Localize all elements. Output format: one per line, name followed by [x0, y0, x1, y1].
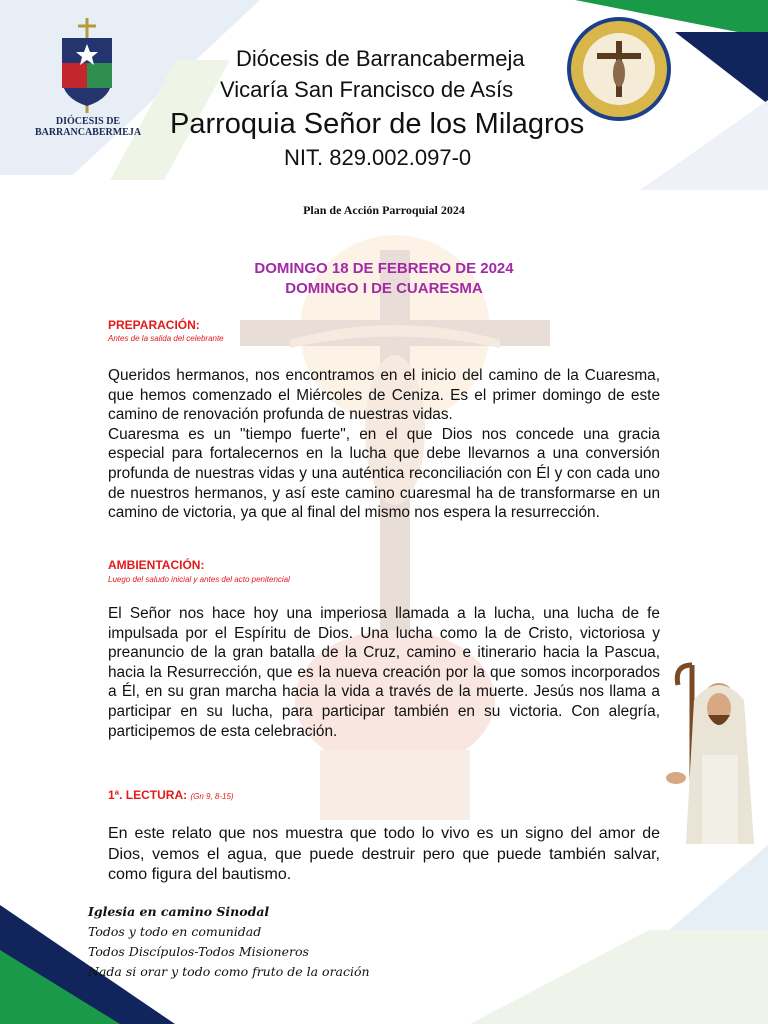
footer-line: Todos Discípulos-Todos Misioneros	[88, 944, 309, 959]
lectura-label: 1ª. LECTURA:	[108, 788, 188, 802]
lectura-reference: (Gn 9, 8-15)	[190, 792, 234, 801]
logo-caption-line: BARRANCABERMEJA	[34, 127, 142, 138]
footer-line: Iglesia en camino Sinodal	[88, 904, 270, 919]
plan-title: Plan de Acción Parroquial 2024	[303, 203, 465, 217]
jesus-shepherd-image	[664, 660, 760, 844]
corner-decoration	[675, 32, 768, 104]
vicaria-name: Vicaría San Francisco de Asís	[220, 77, 514, 102]
section-label-ambientacion: AMBIENTACIÓN:	[108, 558, 205, 572]
footer-line: Todos y todo en comunidad	[88, 924, 262, 939]
parish-seal	[565, 15, 673, 123]
page-subtitle: DOMINGO I DE CUARESMA	[285, 280, 483, 297]
paragraph: El Señor nos hace hoy una imperiosa llamada a la lucha, una lucha de fe impulsada por el Espíritu de Dios. Una lucha como la de Cristo, victoriosa y preanuncio de la gran batalla de la Cruz, camino e itinerario hacia la Pascua, hacia la Resurrección, que es la nueva creación por la que somos incorporados a Él, en su gran marcha hacia la vida a través de la muerte. Jesús nos llama a participar en su lucha, para participar también en su victoria. Con alegría, participemos de esta celebración.	[108, 605, 660, 740]
nit-number: NIT. 829.002.097-0	[284, 145, 472, 170]
lectura-text	[108, 824, 660, 886]
paragraph: Queridos hermanos, nos encontramos en el inicio del camino de la Cuaresma, que hemos comenzado el Miércoles de Ceniza. Es el primer domingo de este camino de renovación profunda de nuestras vidas.	[108, 367, 660, 424]
paragraph: En este relato que nos muestra que todo lo vivo es un signo del amor de Dios, vemos el agua, que puede destruir pero que puede también salvar, como figura del bautismo.	[108, 825, 660, 883]
paragraph: Cuaresma es un "tiempo fuerte", en el que Dios nos concede una gracia especial para fortalecernos en la lucha que debe llevarnos a una conversión profunda de nuestras vidas y una auténtica reconciliación con Él y con cada uno de nuestros hermanos, y así este camino cuaresmal ha de transformarse en un camino de victoria, ya que al final del mismo nos espera la resurrección.	[108, 425, 660, 522]
ambientacion-text	[108, 604, 660, 741]
parish-name: Parroquia Señor de los Milagros	[170, 108, 585, 140]
diocese-logo-caption	[28, 116, 148, 138]
section-note-ambientacion: Luego del saludo inicial y antes del acto penitencial	[108, 575, 290, 584]
section-label-lectura	[108, 788, 234, 802]
page-title: DOMINGO 18 DE FEBRERO DE 2024	[254, 260, 514, 277]
section-label-preparacion: PREPARACIÓN:	[108, 318, 200, 332]
footer-motto	[88, 902, 370, 982]
footer-line: Nada si orar y todo como fruto de la oración	[88, 964, 370, 979]
preparacion-text	[108, 366, 660, 523]
diocese-logo	[58, 18, 116, 118]
corner-decoration	[470, 930, 768, 1024]
section-note-preparacion: Antes de la salida del celebrante	[108, 334, 224, 343]
logo-caption-line: DIÓCESIS DE	[55, 116, 121, 127]
diocese-name: Diócesis de Barrancabermeja	[236, 46, 525, 71]
